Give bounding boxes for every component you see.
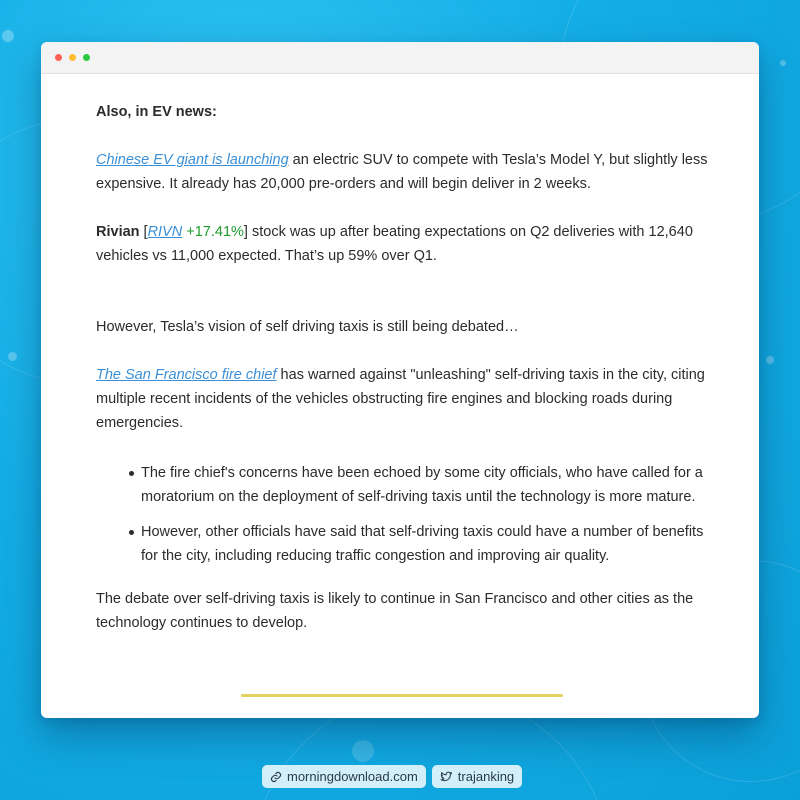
paragraph-chinese-ev <box>96 148 716 196</box>
minimize-window-button[interactable] <box>69 54 76 61</box>
paragraph-sf-fire-chief <box>96 363 716 435</box>
paragraph-text: has warned against "unleashing" self-driving taxis in the city, citing multiple recent incidents of the vehicles obstructing fire engines and blocking roads during emergencies. <box>96 367 705 431</box>
bracket-open: [ <box>139 224 148 240</box>
bullet-list <box>96 461 716 568</box>
sf-fire-chief-link[interactable]: The San Francisco fire chief <box>96 367 277 383</box>
company-name: Rivian <box>96 224 140 240</box>
paragraph-text: an electric SUV to compete with Tesla’s Model Y, but slightly less expensive. It already has 20,000 pre-orders and will begin deliver in 2 weeks. <box>96 152 708 192</box>
list-item: The fire chief's concerns have been echoed by some city officials, who have called for a moratorium on the deployment of self-driving taxis until the technology is more mature. <box>141 461 716 509</box>
twitter-handle: trajanking <box>457 769 515 784</box>
browser-window <box>41 42 759 718</box>
article-content <box>96 73 716 635</box>
paragraph-text: ] stock was up after beating expectations on Q2 deliveries with 12,640 vehicles vs 11,000 expected. That’s up 59% over Q1. <box>96 224 693 264</box>
background-dot <box>352 740 374 762</box>
list-item: However, other officials have said that self-driving taxis could have a number of benefits for the city, including reducing traffic congestion and improving air quality. <box>141 520 716 568</box>
ticker-link[interactable]: RIVN <box>147 224 183 240</box>
website-pill[interactable] <box>262 765 426 788</box>
paragraph-tesla-taxis: However, Tesla’s vision of self driving taxis is still being debated… <box>96 319 519 335</box>
background-dot <box>780 60 786 66</box>
stock-change: +17.41% <box>182 224 244 240</box>
section-divider <box>241 694 563 697</box>
website-label: morningdownload.com <box>287 769 418 784</box>
twitter-pill[interactable] <box>432 765 522 788</box>
link-icon <box>270 771 282 783</box>
footer-links <box>262 765 522 788</box>
twitter-bird-icon <box>440 771 453 783</box>
paragraph-conclusion: The debate over self-driving taxis is likely to continue in San Francisco and other cities as the technology continues to develop. <box>96 591 694 631</box>
maximize-window-button[interactable] <box>83 54 90 61</box>
paragraph-rivian <box>96 220 716 268</box>
background-dot <box>766 356 774 364</box>
section-heading: Also, in EV news: <box>96 104 217 120</box>
chinese-ev-link[interactable]: Chinese EV giant is launching <box>96 152 289 168</box>
background-dot <box>2 30 14 42</box>
close-window-button[interactable] <box>55 54 62 61</box>
window-titlebar <box>41 42 759 74</box>
background-dot <box>8 352 17 361</box>
